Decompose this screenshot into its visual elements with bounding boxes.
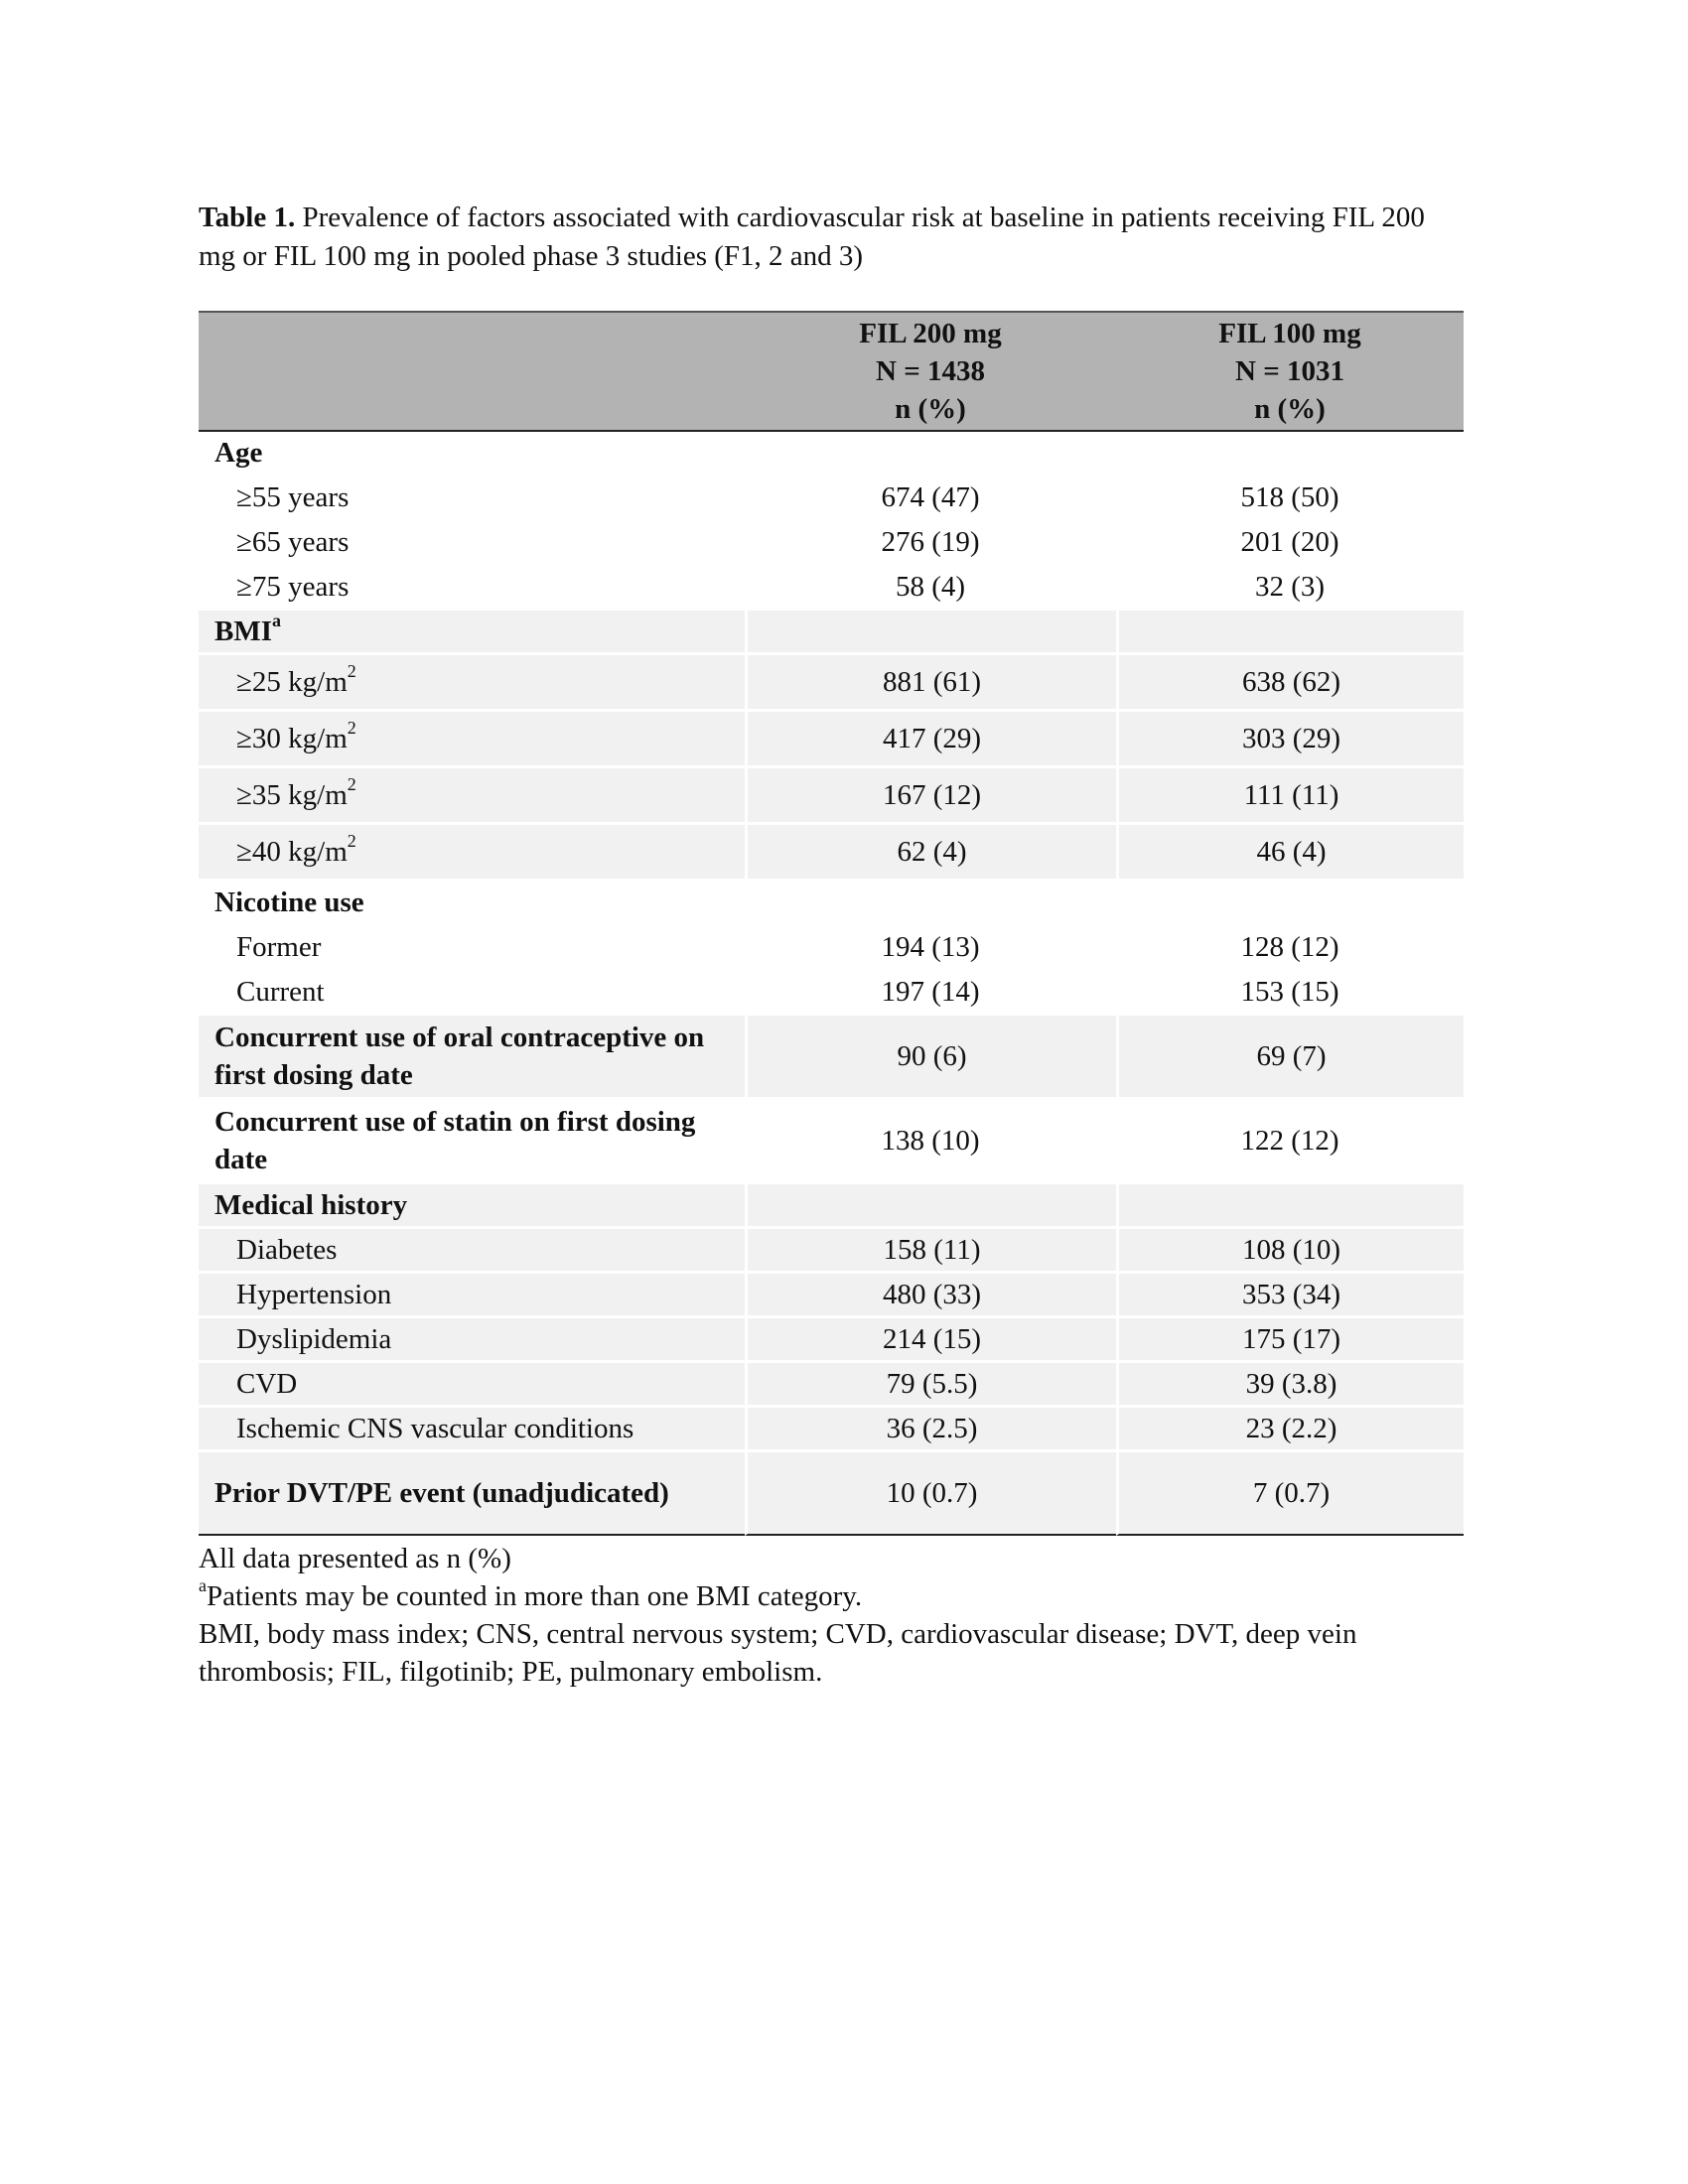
row-label [199, 923, 745, 968]
table-row [199, 563, 1464, 608]
row-label-text: Nicotine use [214, 887, 364, 918]
table-row [199, 1315, 1464, 1360]
cell-fil100: 7 (0.7) [1116, 1449, 1464, 1536]
cell-fil200: 79 (5.5) [745, 1360, 1116, 1405]
row-group-label [199, 432, 745, 474]
row-label-text: Prior DVT/PE event (unadjudicated) [214, 1477, 669, 1509]
cell-fil200 [745, 879, 1116, 923]
header-fil200 [745, 311, 1116, 432]
table-row [199, 518, 1464, 563]
row-label-text: ≥65 years [236, 526, 350, 558]
row-label-text: Dyslipidemia [236, 1323, 392, 1355]
table-row [199, 608, 1464, 652]
row-label [199, 1226, 745, 1271]
cell-fil200 [745, 432, 1116, 474]
row-label-text: Concurrent use of oral contraceptive on first dosing date [214, 1022, 705, 1091]
row-label-text: Concurrent use of statin on first dosing date [214, 1106, 696, 1175]
table-row [199, 923, 1464, 968]
row-label-text: Medical history [214, 1189, 408, 1221]
cell-fil100 [1116, 608, 1464, 652]
table-title: Prevalence of factors associated with cardiovascular risk at baseline in patients receiving FIL 200 mg or FIL 100 mg in pooled phase 3 studies (F1, 2 and 3) [199, 202, 1425, 272]
row-label [199, 1315, 745, 1360]
table-row [199, 1449, 1464, 1536]
cell-fil200: 10 (0.7) [745, 1449, 1116, 1536]
row-label-text: Ischemic CNS vascular conditions [236, 1413, 634, 1444]
table-header-row [199, 311, 1464, 432]
cell-fil100: 303 (29) [1116, 709, 1464, 765]
cell-fil200: 417 (29) [745, 709, 1116, 765]
document-page [199, 199, 1464, 1691]
cell-fil200: 158 (11) [745, 1226, 1116, 1271]
row-label-text: Hypertension [236, 1279, 392, 1310]
cell-fil200: 62 (4) [745, 822, 1116, 879]
header-fil100-dose: FIL 100 mg [1218, 318, 1361, 349]
cell-fil100: 153 (15) [1116, 968, 1464, 1013]
row-label-text: Former [236, 931, 322, 963]
cell-fil100 [1116, 432, 1464, 474]
cell-fil100: 201 (20) [1116, 518, 1464, 563]
cell-fil200: 167 (12) [745, 765, 1116, 822]
cell-fil200: 138 (10) [745, 1097, 1116, 1181]
footnote-data: All data presented as n (%) [199, 1543, 511, 1574]
cell-fil200: 214 (15) [745, 1315, 1116, 1360]
cell-fil200: 36 (2.5) [745, 1405, 1116, 1449]
table-caption [199, 199, 1464, 276]
table-row [199, 968, 1464, 1013]
table-row [199, 652, 1464, 709]
row-label-text: Age [214, 437, 263, 469]
table-row [199, 765, 1464, 822]
table-body [199, 432, 1464, 1536]
row-label [199, 822, 745, 879]
cell-fil100: 108 (10) [1116, 1226, 1464, 1271]
row-label-text: ≥40 kg/m [236, 836, 348, 868]
cell-fil200: 480 (33) [745, 1271, 1116, 1315]
cell-fil100: 39 (3.8) [1116, 1360, 1464, 1405]
table-footnotes [199, 1540, 1464, 1691]
table-row [199, 1360, 1464, 1405]
row-label-text: ≥25 kg/m [236, 666, 348, 698]
cell-fil200 [745, 1181, 1116, 1226]
row-group-label [199, 1013, 745, 1097]
cell-fil200: 881 (61) [745, 652, 1116, 709]
row-label [199, 1360, 745, 1405]
table-row [199, 1013, 1464, 1097]
footnote-bmi [199, 1577, 1464, 1615]
row-label [199, 474, 745, 518]
footnote-marker: a [199, 1575, 207, 1595]
cell-fil100: 175 (17) [1116, 1315, 1464, 1360]
row-label-superscript: a [272, 611, 281, 630]
footnote-bmi-text: Patients may be counted in more than one BMI category. [207, 1580, 863, 1612]
row-label-superscript: 2 [347, 831, 356, 851]
table-label: Table 1. [199, 202, 296, 233]
table-row [199, 474, 1464, 518]
table-row [199, 1271, 1464, 1315]
cell-fil100: 111 (11) [1116, 765, 1464, 822]
cell-fil200: 674 (47) [745, 474, 1116, 518]
row-label-text: Current [236, 976, 325, 1008]
table-row [199, 879, 1464, 923]
row-group-label [199, 1097, 745, 1181]
cell-fil200: 276 (19) [745, 518, 1116, 563]
cell-fil100: 128 (12) [1116, 923, 1464, 968]
row-label-text: ≥35 kg/m [236, 779, 348, 811]
row-label [199, 518, 745, 563]
cell-fil100 [1116, 879, 1464, 923]
header-fil200-dose: FIL 200 mg [859, 318, 1002, 349]
data-table [199, 311, 1464, 1536]
table-row [199, 1181, 1464, 1226]
row-label-text: Diabetes [236, 1234, 338, 1266]
header-fil100-unit: n (%) [1254, 393, 1326, 425]
cell-fil200 [745, 608, 1116, 652]
row-label-text: BMI [214, 615, 272, 647]
cell-fil200: 90 (6) [745, 1013, 1116, 1097]
cell-fil100: 23 (2.2) [1116, 1405, 1464, 1449]
header-blank [199, 311, 745, 432]
row-label-text: ≥55 years [236, 481, 350, 513]
table-row [199, 1405, 1464, 1449]
cell-fil200: 197 (14) [745, 968, 1116, 1013]
row-label [199, 1271, 745, 1315]
row-label [199, 765, 745, 822]
cell-fil200: 58 (4) [745, 563, 1116, 608]
cell-fil100: 122 (12) [1116, 1097, 1464, 1181]
table-row [199, 1226, 1464, 1271]
header-fil100 [1116, 311, 1464, 432]
header-fil100-n: N = 1031 [1235, 355, 1344, 387]
cell-fil100: 353 (34) [1116, 1271, 1464, 1315]
table-row [199, 822, 1464, 879]
cell-fil100: 46 (4) [1116, 822, 1464, 879]
cell-fil100: 518 (50) [1116, 474, 1464, 518]
header-fil200-unit: n (%) [895, 393, 966, 425]
header-fil200-n: N = 1438 [876, 355, 985, 387]
table-row [199, 432, 1464, 474]
row-group-label [199, 608, 745, 652]
row-label [199, 1405, 745, 1449]
table-row [199, 1097, 1464, 1181]
cell-fil100 [1116, 1181, 1464, 1226]
row-group-label [199, 1181, 745, 1226]
row-label-superscript: 2 [347, 718, 356, 738]
footnote-abbreviations: BMI, body mass index; CNS, central nervous system; CVD, cardiovascular disease; DVT, deep vein thrombosis; FIL, filgotinib; PE, pulmonary embolism. [199, 1618, 1357, 1688]
row-group-label [199, 1449, 745, 1536]
cell-fil100: 32 (3) [1116, 563, 1464, 608]
cell-fil100: 638 (62) [1116, 652, 1464, 709]
row-label [199, 709, 745, 765]
row-label-text: ≥75 years [236, 571, 350, 603]
cell-fil200: 194 (13) [745, 923, 1116, 968]
row-label [199, 652, 745, 709]
cell-fil100: 69 (7) [1116, 1013, 1464, 1097]
row-label-superscript: 2 [347, 661, 356, 681]
row-label-text: CVD [236, 1368, 298, 1400]
table-row [199, 709, 1464, 765]
row-label-superscript: 2 [347, 774, 356, 794]
row-label [199, 968, 745, 1013]
row-label-text: ≥30 kg/m [236, 723, 348, 754]
row-group-label [199, 879, 745, 923]
row-label [199, 563, 745, 608]
